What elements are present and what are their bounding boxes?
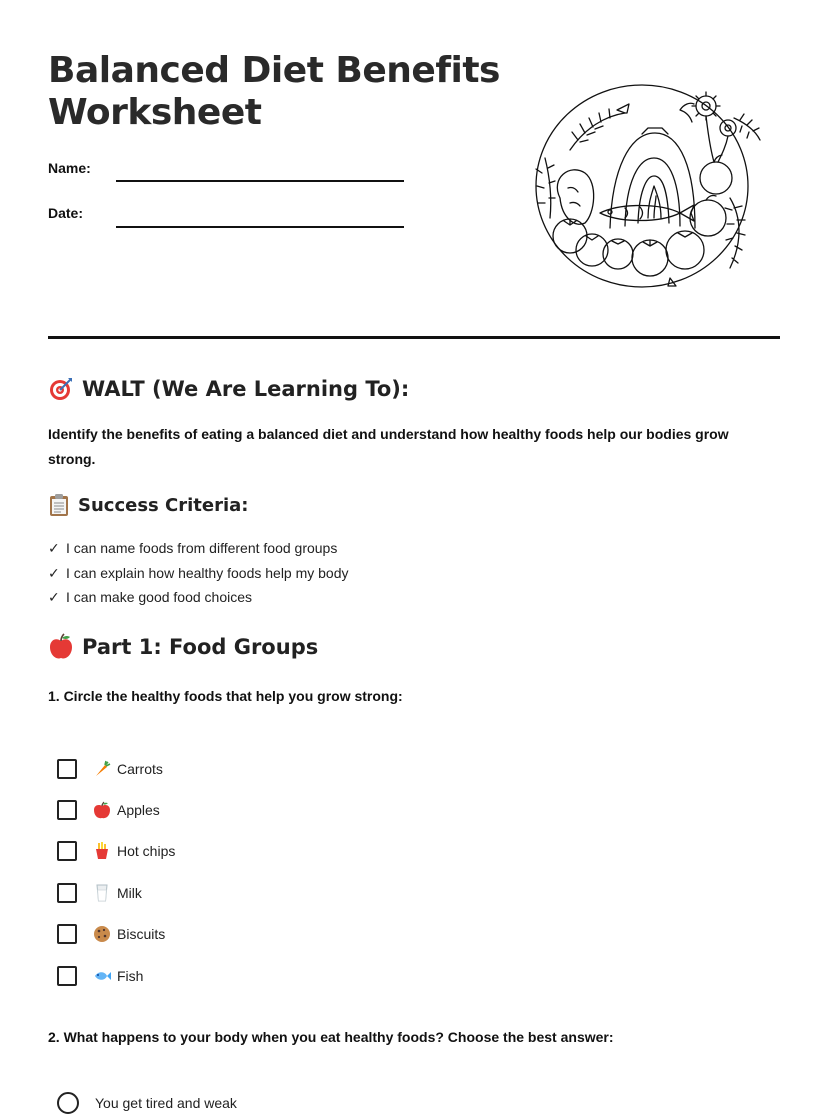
criteria-text: I can explain how healthy foods help my body (66, 564, 349, 581)
success-criteria-heading-text: Success Criteria: (78, 494, 249, 516)
criteria-text: I can make good food choices (66, 589, 253, 605)
criteria-text: I can name foods from different food groups (66, 540, 338, 556)
clipboard-icon (48, 493, 70, 517)
success-criteria-heading (48, 493, 248, 517)
checkbox[interactable] (57, 966, 77, 986)
name-label: Name: (48, 160, 91, 176)
success-criteria-list (48, 536, 349, 610)
part1-heading (48, 633, 318, 661)
radio-option (57, 1092, 237, 1114)
question-1-options (57, 748, 175, 996)
list-item (48, 585, 349, 610)
carrot-icon (93, 760, 111, 778)
list-item (57, 955, 175, 996)
date-field[interactable] (116, 226, 404, 228)
cookie-icon (93, 925, 111, 943)
option-label: Fish (117, 967, 144, 984)
milk-glass-icon (93, 884, 111, 902)
check-mark-icon: ✓ (48, 564, 60, 581)
title-line-1: Balanced Diet Benefits (48, 50, 500, 91)
checkbox[interactable] (57, 841, 77, 861)
fish-icon (93, 967, 111, 985)
walt-description: Identify the benefits of eating a balanced diet and understand how healthy foods help our bodies grow strong. (48, 426, 729, 467)
fruit-vegetable-bowl-illustration (530, 78, 766, 296)
date-label: Date: (48, 205, 84, 221)
list-item (57, 789, 175, 830)
walt-heading-text: WALT (We Are Learning To): (82, 377, 410, 401)
check-mark-icon: ✓ (48, 540, 60, 556)
list-item (48, 536, 349, 561)
list-item (57, 831, 175, 872)
name-field[interactable] (116, 180, 404, 182)
question-2: 2. What happens to your body when you eat healthy foods? Choose the best answer: (48, 1029, 614, 1045)
walt-heading (48, 376, 409, 402)
radio-button[interactable] (57, 1092, 79, 1114)
list-item (48, 561, 349, 586)
option-label: Apples (117, 802, 160, 819)
option-label: Hot chips (117, 843, 176, 860)
target-icon (48, 376, 74, 402)
question-1: 1. Circle the healthy foods that help you grow strong: (48, 688, 403, 704)
section-divider (48, 336, 780, 339)
list-item (57, 748, 175, 789)
checkbox[interactable] (57, 800, 77, 820)
apple-icon (48, 633, 74, 661)
page-title (48, 50, 500, 134)
title-line-2: Worksheet (48, 92, 262, 133)
option-label: Biscuits (117, 926, 166, 943)
fries-icon (93, 842, 111, 860)
check-mark-icon: ✓ (48, 589, 60, 605)
checkbox[interactable] (57, 759, 77, 779)
option-label: You get tired and weak (95, 1095, 237, 1111)
option-label: Milk (117, 884, 142, 901)
checkbox[interactable] (57, 924, 77, 944)
list-item (57, 872, 175, 913)
apple-icon (93, 801, 111, 819)
option-label: Carrots (117, 760, 163, 777)
part1-heading-text: Part 1: Food Groups (82, 635, 319, 659)
list-item (57, 914, 175, 955)
checkbox[interactable] (57, 883, 77, 903)
